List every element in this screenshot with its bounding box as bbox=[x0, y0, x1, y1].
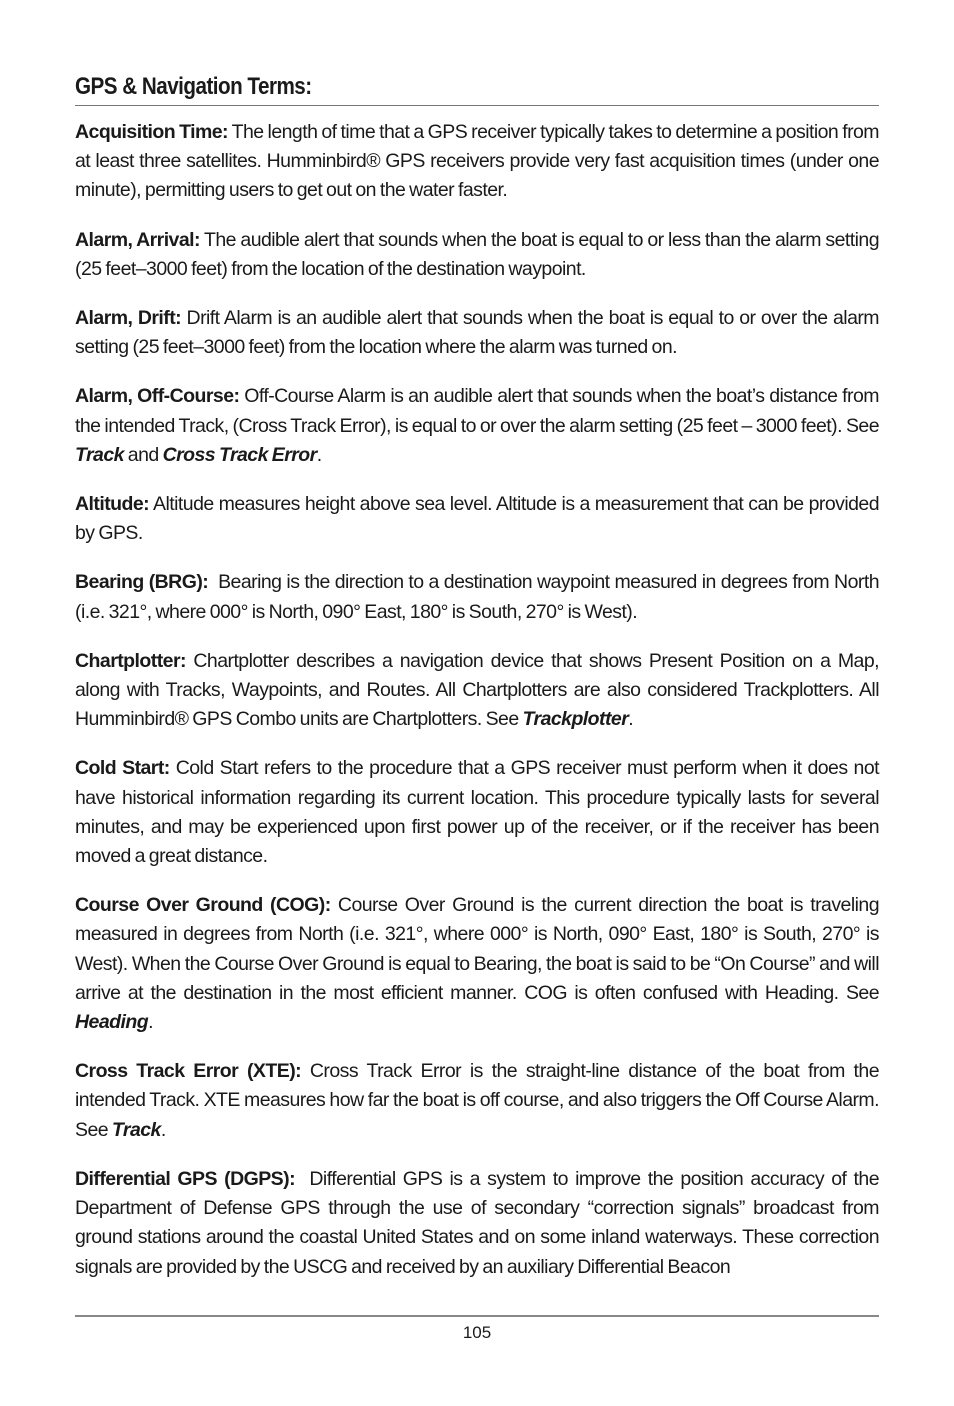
term-reference: Trackplotter bbox=[522, 708, 629, 731]
term-definition: Altitude measures height above sea level. Altitude is a measurement that can be provided by GPS. bbox=[75, 493, 879, 545]
term-reference: Cross Track Error bbox=[162, 443, 317, 466]
term-definition-end: . bbox=[316, 443, 322, 466]
term-name: Cross Track Error (XTE): bbox=[75, 1060, 302, 1083]
term-reference: Heading bbox=[75, 1011, 149, 1034]
term-definition: Cross Track Error is the straight-line distance of the boat from the intended Track. XTE measures how far the boat is off course, and also triggers the Off Course Alarm. See bbox=[75, 1060, 879, 1141]
term-cold-start bbox=[75, 754, 879, 871]
term-name: Cold Start: bbox=[75, 757, 170, 780]
term-differential-gps bbox=[75, 1165, 883, 1282]
term-alarm-arrival bbox=[75, 226, 879, 284]
term-bearing bbox=[75, 568, 883, 626]
page-number: 105 bbox=[462, 1323, 492, 1342]
term-definition: Off-Course Alarm is an audible alert that sounds when the boat’s distance from the intended Track, (Cross Track Error), is equal to or over the alarm setting (25 feet – 3000 feet). See bbox=[75, 385, 879, 437]
term-definition: The length of time that a GPS receiver typically takes to determine a position from at least three satellites. Humminbird® GPS receivers provide very fast acquisition times (under one minute), permitting users to get out on the water faster. bbox=[75, 121, 879, 202]
term-name: Altitude: bbox=[75, 493, 150, 516]
term-definition: Differential GPS is a system to improve the position accuracy of the Department of Defense GPS through the use of secondary “correction signals” broadcast from ground stations around the coastal United States and on some inland waterways. These correction signals are provided by the USCG and received by an auxiliary Differential Beacon bbox=[75, 1167, 883, 1278]
term-definition-joiner: and bbox=[123, 443, 163, 466]
term-reference: Track bbox=[75, 443, 124, 466]
term-alarm-drift bbox=[75, 304, 879, 362]
term-definition: Cold Start refers to the procedure that a GPS receiver must perform when it does not have historical information regarding its current location. This procedure typically lasts for several minutes, and may be experienced upon first power up of the receiver, or if the receiver has been moved a great distance. bbox=[75, 757, 879, 868]
heading-divider bbox=[75, 105, 879, 106]
manual-page bbox=[75, 0, 883, 1406]
footer-divider bbox=[75, 1315, 879, 1317]
term-cross-track-error bbox=[75, 1057, 879, 1145]
term-name: Alarm, Drift: bbox=[75, 307, 182, 330]
term-definition: Bearing is the direction to a destination waypoint measured in degrees from North (i.e. 321°, where 000° is North, 090° East, 180° is South, 270° is West). bbox=[75, 571, 883, 623]
term-name: Alarm, Off-Course: bbox=[75, 385, 240, 408]
term-definition: Course Over Ground is the current direction the boat is traveling measured in degrees from North (i.e. 321°, where 000° is North, 090° East, 180° is South, 270° is West). When the Course Over Ground is equal to Bearing, the boat is said to be “On Course” and will arrive at the destination in the most efficient manner. COG is often confused with Heading. See bbox=[75, 894, 880, 1004]
term-name: Acquisition Time: bbox=[75, 121, 228, 143]
term-definition-end: . bbox=[160, 1118, 166, 1141]
term-name: Differential GPS (DGPS): bbox=[75, 1167, 296, 1190]
term-name: Bearing (BRG): bbox=[75, 571, 209, 594]
term-name: Alarm, Arrival: bbox=[75, 228, 200, 251]
term-name: Chartplotter: bbox=[75, 649, 186, 672]
term-reference: Track bbox=[111, 1118, 161, 1141]
term-definition: Chartplotter describes a navigation device that shows Present Position on a Map, along with Tracks, Waypoints, and Routes. All Chartplotters are also considered Trackplotters. All Humminbird® GPS Combo units are Chartplotters. See bbox=[75, 649, 879, 731]
term-course-over-ground bbox=[75, 891, 879, 1037]
term-definition: The audible alert that sounds when the boat is equal to or less than the alarm setting (25 feet–3000 feet) from the location of the destination waypoint. bbox=[75, 228, 879, 280]
term-chartplotter bbox=[75, 647, 879, 735]
term-definition: Drift Alarm is an audible alert that sounds when the boat is equal to or over the alarm setting (25 feet–3000 feet) from the location where the alarm was turned on. bbox=[75, 307, 879, 359]
glossary-content bbox=[75, 118, 883, 1302]
term-definition-end: . bbox=[628, 708, 634, 731]
term-alarm-off-course bbox=[75, 382, 879, 470]
term-altitude bbox=[75, 490, 879, 548]
term-acquisition-time bbox=[75, 118, 879, 206]
term-name: Course Over Ground (COG): bbox=[75, 894, 331, 917]
term-definition-end: . bbox=[148, 1011, 153, 1034]
section-heading: GPS & Navigation Terms: bbox=[75, 73, 312, 100]
